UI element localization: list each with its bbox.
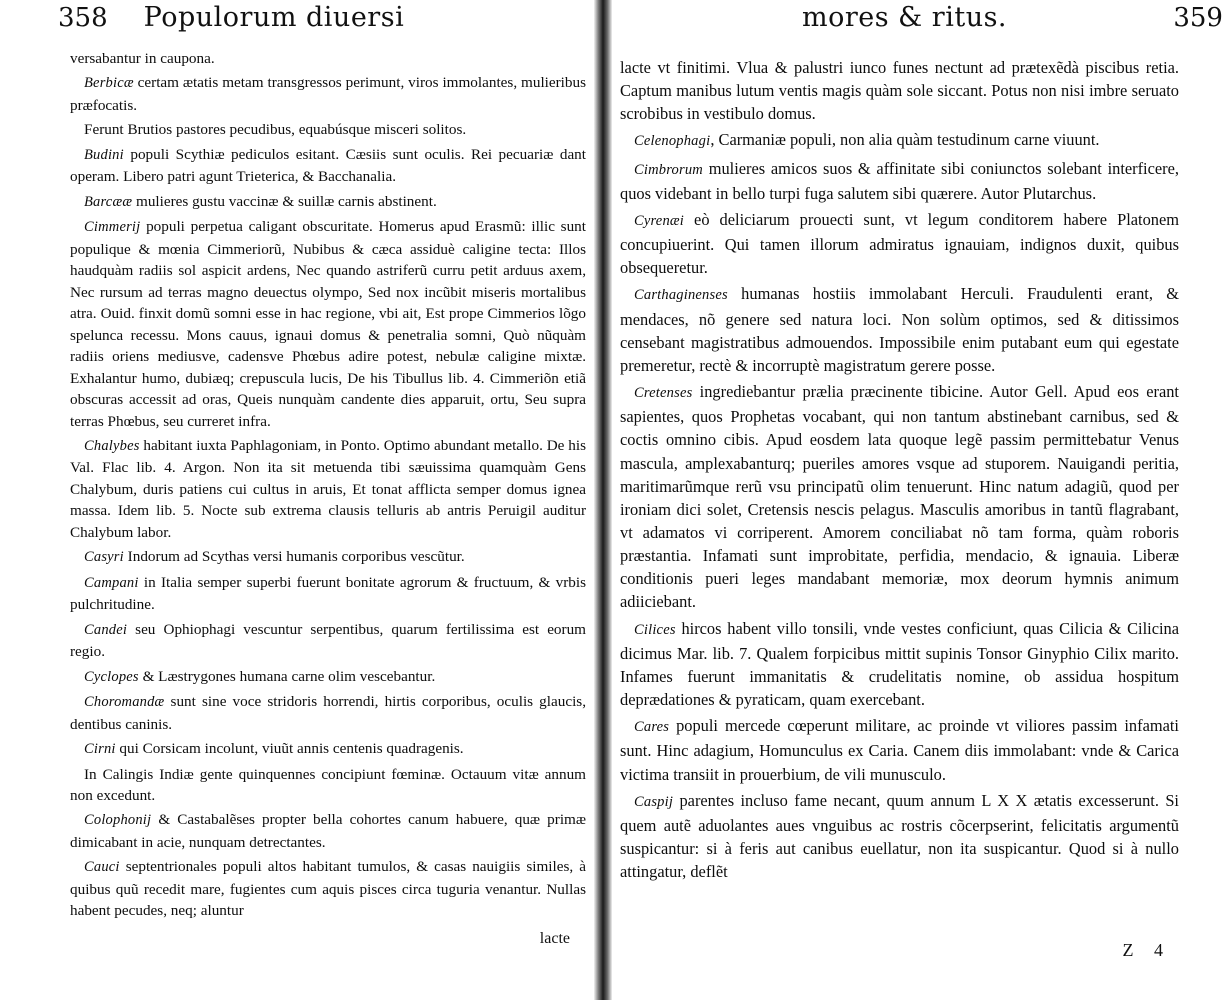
entry-text: parentes incluso fame necant, quum annum L X X ætatis excesserunt. Si quem autẽ aduolantes aues vnguibus ac rostris cõcerpserint, felicitatis argumentũ suspicantur: si à feris aut canibus euellatur, non ita suspicantur. Quod si à nullo attingatur, deflẽt <box>620 790 1179 882</box>
entry-lemma: Cares <box>634 719 670 736</box>
paragraph <box>70 764 586 807</box>
entry-text: septentrionales populi altos habitant tumulos, & casas nauigiis similes, à quibus quũ recedit mare, fugientes cum aquis pisces circa tuguria venantur. Nullas habent pecudes, neq; aluntur <box>70 858 586 920</box>
entry-text: versabantur in caupona. <box>70 50 215 67</box>
book-gutter <box>594 0 612 1000</box>
entry-lemma: Chalybes <box>84 437 140 454</box>
paragraph <box>620 714 1179 785</box>
entry-text: lacte vt finitimi. Vlua & palustri iunco funes nectunt ad prætexẽdà piscibus retia. Captum manibus lutum ventis magis quàm sole siccant. Potus non nisi imbre seruato scrobibus in vestibulo domus. <box>620 58 1179 124</box>
paragraph <box>620 789 1179 884</box>
paragraph <box>70 119 586 140</box>
paragraph <box>70 619 586 663</box>
entry-text: In Calingis Indiæ gente quinquennes concipiunt fœminæ. Octauum vitæ annum non excedunt. <box>70 765 586 804</box>
entry-lemma: Cauci <box>84 859 120 876</box>
entry-lemma: Cilices <box>634 621 676 638</box>
paragraph <box>70 144 586 188</box>
signature-mark: Z 4 <box>1122 940 1171 960</box>
paragraph <box>620 208 1179 279</box>
right-running-title: mores & ritus. <box>802 2 1008 33</box>
entry-lemma: Cyclopes <box>84 668 139 685</box>
paragraph <box>70 691 586 735</box>
entry-lemma: Cimmerij <box>84 219 141 236</box>
entry-lemma: Carthaginenses <box>634 287 728 304</box>
entry-text: certam ætatis metam transgressos perimunt, viros immolantes, mulieribus præfocatis. <box>70 74 586 114</box>
right-page-number: 359 <box>1173 3 1223 33</box>
entry-text: ingrediebantur prælia præcinente tibicine. Autor Gell. Apud eos erant sapientes, quos Prophetas vocabant, qui non tantum abstinebant carnibus, sed & coctis omnino cibis. Apud eosdem lata quoque legẽ passim permittebatur Venus mascula, amplexabanturq; pueriles amores vsque ad stuporem. Nauigandi peritia, maritimarũmque rerũ vsu principatũ olim tenuerunt. Hinc natum adagiũ, quod per ironiam dici solet, Cretensis nescis pelagus. Masculis amoribus in tantũ flagrabant, vt adamatos vi corriperent. Amorem conciliabat nõ tam forma, quàm roboris præstantia. Infamati sunt improbitate, perfidia, mendacio, & ignauia. Liberæ conditionis pueri leges mandabant memoriæ, mox deorum hymnis animum adiiciebant. <box>620 382 1179 612</box>
entry-text: populi Scythiæ pediculos esitant. Cæsiis sunt oculis. Rei pecuariæ dant operam. Libero patri agunt Trieterica, & Bacchanalia. <box>70 145 586 186</box>
paragraph <box>70 191 586 213</box>
entry-lemma: Colophonij <box>84 812 152 829</box>
right-running-head <box>802 2 1223 48</box>
entry-lemma: Casyri <box>84 549 124 566</box>
entry-text: seu Ophiophagi vescuntur serpentibus, quarum fertilissima est eorum regio. <box>70 620 586 661</box>
paragraph <box>70 72 586 116</box>
catchword: lacte <box>539 930 570 947</box>
paragraph <box>620 380 1179 614</box>
right-page <box>612 0 1231 1000</box>
paragraph <box>620 128 1179 153</box>
paragraph <box>70 48 586 69</box>
paragraph <box>70 435 586 543</box>
entry-lemma: Cretenses <box>634 385 693 402</box>
entry-lemma: Cimbrorum <box>634 161 703 178</box>
left-running-head <box>58 2 574 48</box>
paragraph <box>70 546 586 568</box>
entry-text: mulieres amicos suos & affinitate sibi coniunctos solebant interficere, quos videbant in bello turpi fuga salutem sibi quærere. Autor Plutarchus. <box>620 158 1179 203</box>
entry-lemma: Choromandæ <box>84 694 165 711</box>
entry-lemma: Cyrenæi <box>634 212 684 229</box>
left-page <box>0 0 594 1000</box>
entry-lemma: Caspij <box>634 793 674 810</box>
entry-lemma: Barcææ <box>84 193 133 210</box>
entry-text: Indorum ad Scythas versi humanis corporibus vescũtur. <box>123 548 465 566</box>
entry-text: , Carmaniæ populi, non alia quàm testudinum carne viuunt. <box>710 130 1100 150</box>
entry-text: qui Corsicam incolunt, viuũt annis centenis quadragenis. <box>115 740 464 758</box>
paragraph <box>70 856 586 921</box>
entry-text: hircos habent villo tonsili, vnde vestes conficiunt, quas Cilicia & Cilicina dicimus Mar. lib. 7. Qualem forpicibus mittit supinis Tonsor Ginyphio Cilix marito. Infames fuerunt immanitatis & crudelitatis nomine, ob assidua hospitum deprædationes & pyraticam, quam exercebant. <box>620 618 1179 710</box>
paragraph <box>70 666 586 688</box>
entry-text: habitant iuxta Paphlagoniam, in Ponto. Optimo abundant metallo. De his Val. Flac lib. 4. Argon. Non ita sit metuenda tibi sæuissima quamquàm Gens Chalybum, duris patiens cui cultus in aruis, Et tonat afflicta semper domus ignea massa. Idem lib. 5. Nocte sub extrema clausis telluris ab antris Peruigil auditur Chalybum labor. <box>70 436 586 541</box>
entry-text: Ferunt Brutios pastores pecudibus, equabúsque misceri solitos. <box>84 121 467 139</box>
entry-lemma: Budini <box>84 146 124 163</box>
paragraph <box>620 282 1179 377</box>
paragraph <box>620 56 1179 125</box>
entry-text: sunt sine voce stridoris horrendi, hirtis corporibus, oculis glaucis, dentibus caninis. <box>70 693 586 733</box>
entry-text: & Læstrygones humana carne olim vescebantur. <box>138 667 436 685</box>
left-body-text <box>70 48 586 925</box>
entry-lemma: Cirni <box>84 741 116 758</box>
paragraph <box>70 216 586 432</box>
paragraph <box>70 572 586 616</box>
entry-text: in Italia semper superbi fuerunt bonitate agrorum & fructuum, & vrbis pulchritudine. <box>70 573 586 614</box>
right-body-text <box>620 56 1179 886</box>
entry-text: eò deliciarum prouecti sunt, vt legum conditorem habere Platonem concupiuerint. Qui tamen illorum admiratus ignauiam, indignos duxit, quibus obsequeretur. <box>620 209 1179 278</box>
left-page-number: 358 <box>58 3 108 33</box>
entry-lemma: Celenophagi <box>634 133 711 150</box>
left-running-title: Populorum diuersi <box>143 2 405 33</box>
entry-text: & Castabalẽses propter bella cohortes canum habuere, quæ primæ dimicabant in acie, nunquam detrectantes. <box>70 811 586 851</box>
entry-lemma: Campani <box>84 574 139 591</box>
entry-text: mulieres gustu vaccinæ & suillæ carnis abstinent. <box>132 192 437 210</box>
entry-lemma: Candei <box>84 621 128 638</box>
entry-text: humanas hostiis immolabant Herculi. Fraudulenti erant, & mendaces, nõ genere sed natura loci. Non solùm optimos, sed & ditissimos censebant magistratibus admouendos. Impossibile enim putabant eum qui egestate premeretur, rectè & incorruptè magistratum gerere posse. <box>620 284 1179 375</box>
entry-lemma: Berbicæ <box>84 75 134 92</box>
paragraph <box>620 157 1179 205</box>
paragraph <box>70 738 586 760</box>
paragraph <box>620 617 1179 712</box>
entry-text: populi perpetua caligant obscuritate. Homerus apud Erasmũ: illic sunt populique & mœnia Cimmeriorũ, Nubibus & cæca assiduè caligine tecta: Illos haudquàm radiis sol aspicit ardens, Nec quando astriferũ curru petit arduus axem, Nec rursum ad terras magno deuectus olympo, Sed nox incũbit miseris mortalibus atra. Ouid. finxit domũ somni esse in hac regione, vbi ait, Est prope Cimmerios lõgo spelunca recessu. Mons cauus, ignaui domus & penetralia somni, Quò nũquàm radiis oriens mediusve, cadensve Phœbus adire potest, nebulæ caligine mixtæ. Exhalantur humo, dubiæq; crepuscula lucis, De his Tibullus lib. 4. Cimmeriõn etiã obscuras accessit ad oras, Queis nunquàm candente dies apparuit, ortu, Seu supra terras Phœbus, seu curreret infra. <box>70 218 586 430</box>
entry-text: populi mercede cœperunt militare, ac proinde vt viliores passim infamati sunt. Hinc adagium, Homunculus ex Caria. Canem diis immolabant: vnde & Carica victima transiit in prouerbium, de vili munusculo. <box>620 716 1179 784</box>
paragraph <box>70 809 586 853</box>
